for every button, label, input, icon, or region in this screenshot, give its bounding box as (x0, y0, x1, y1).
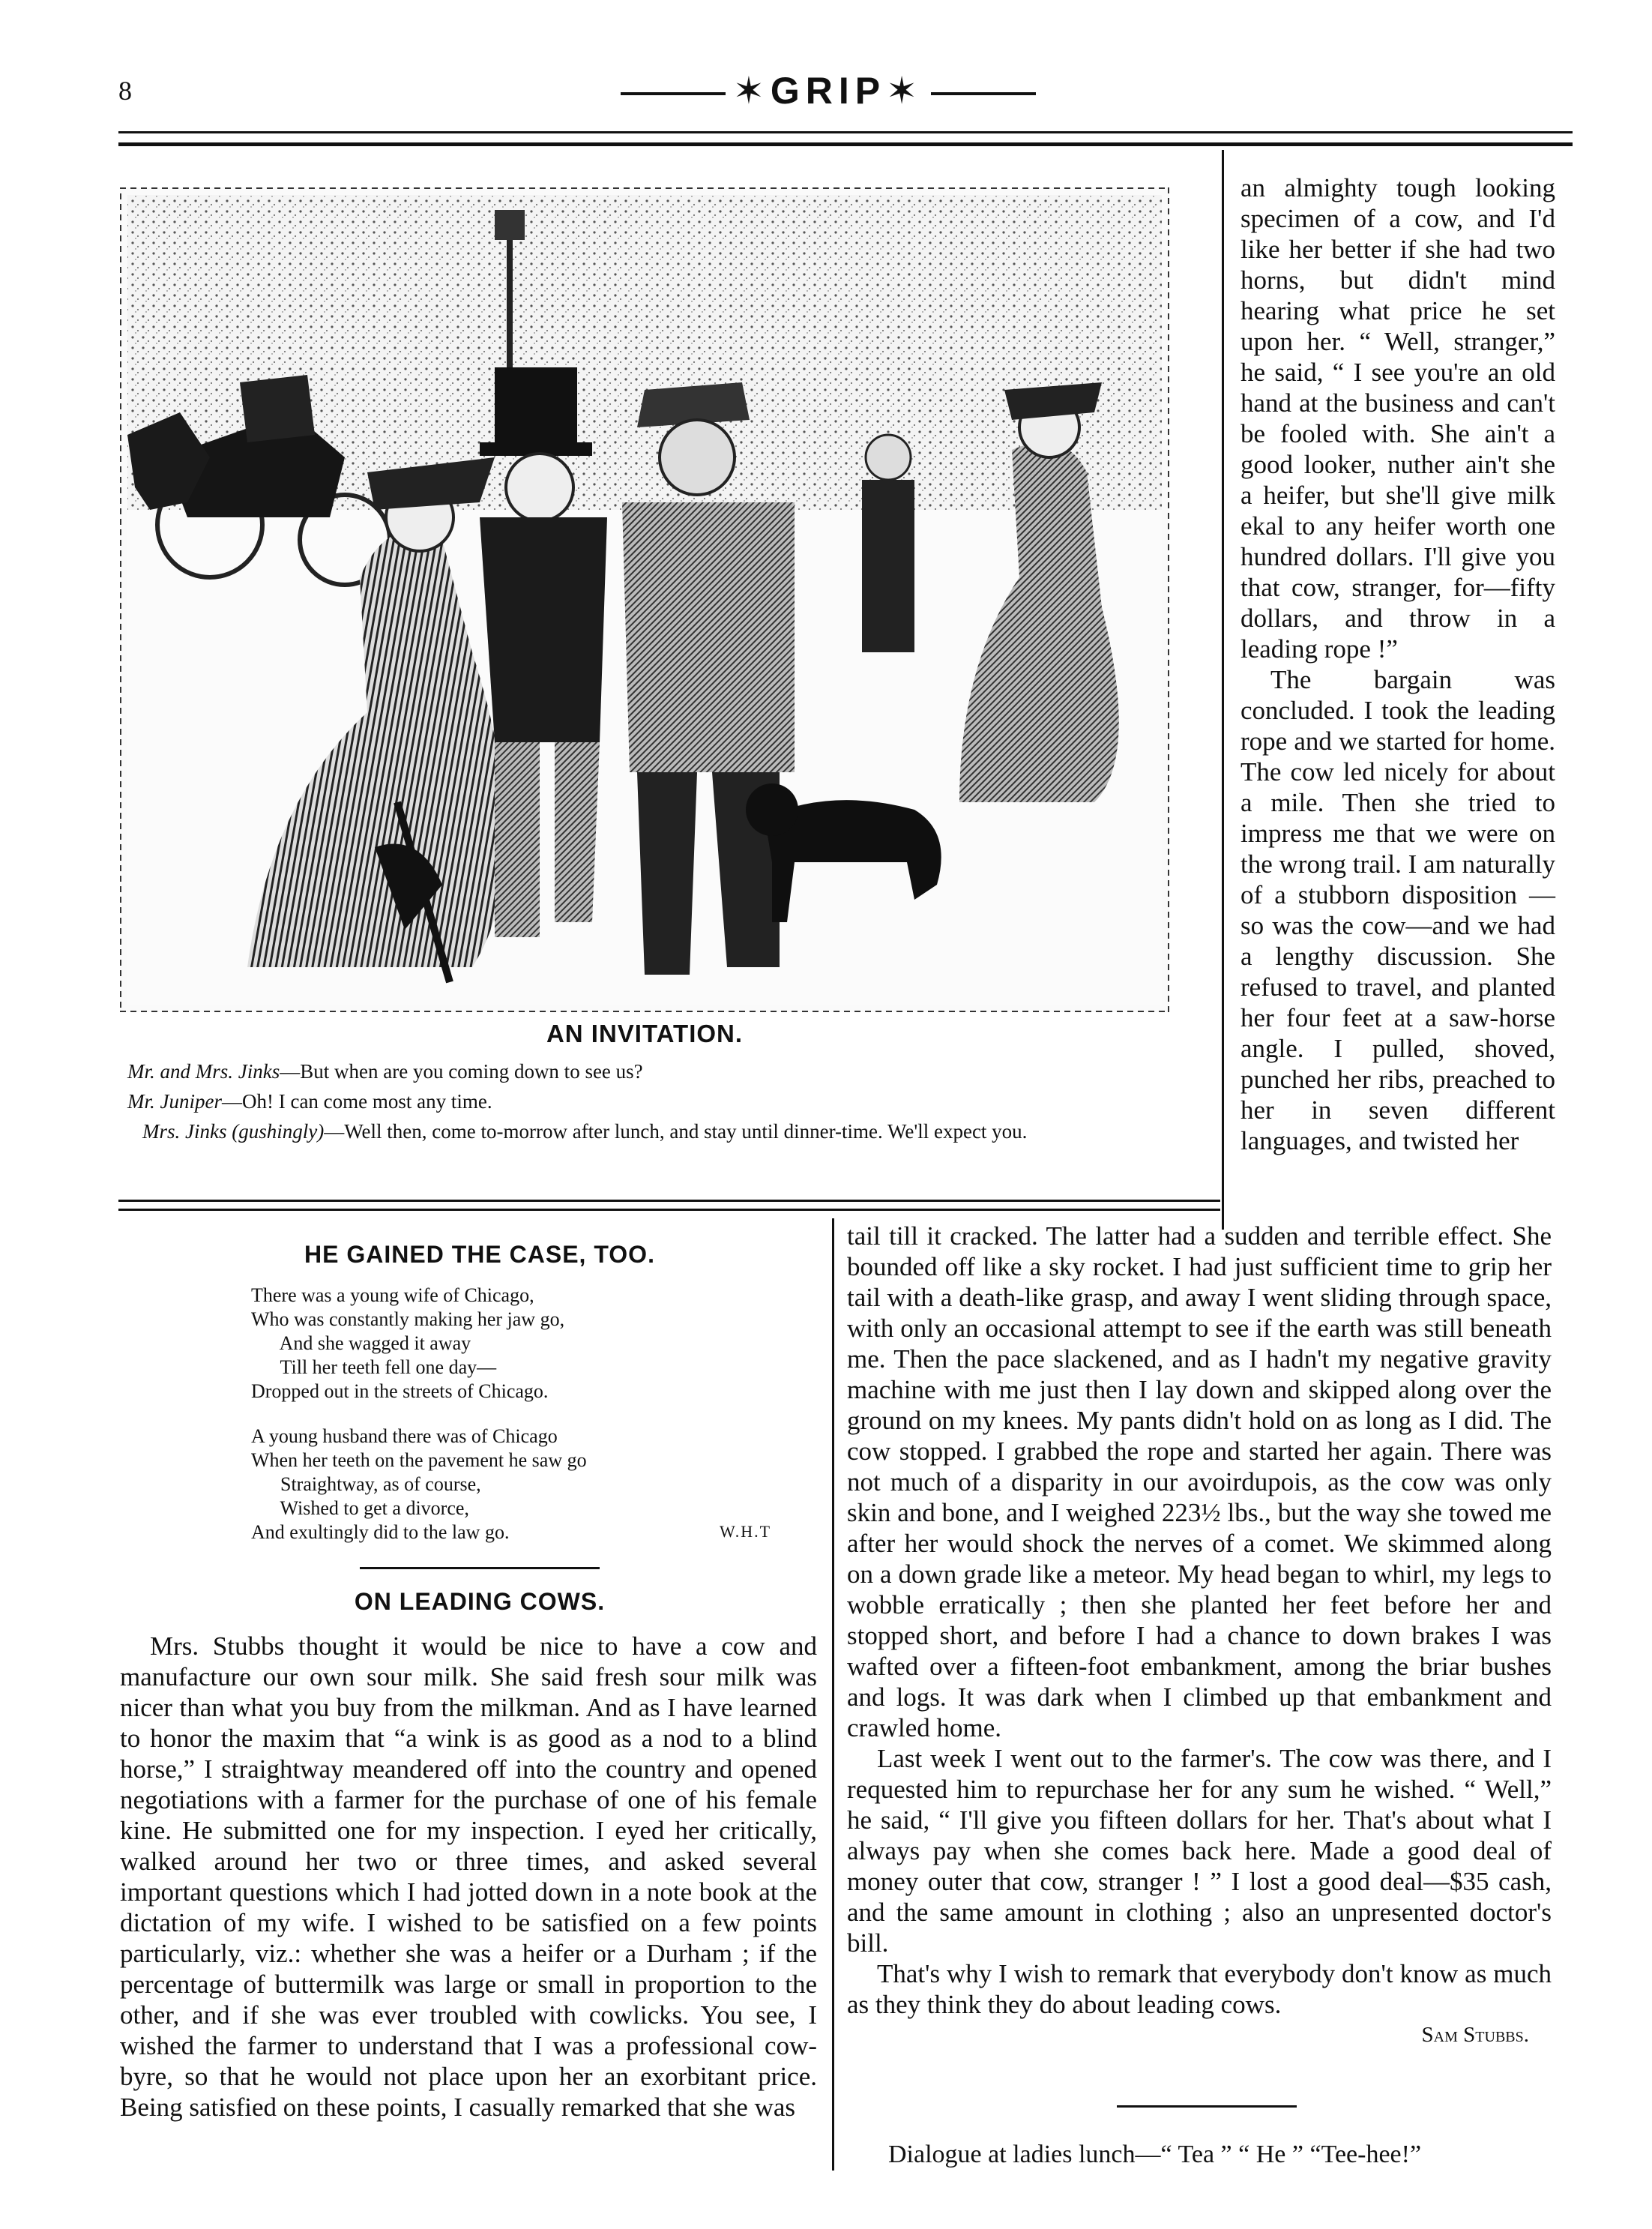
masthead-star-right: ✶ (886, 70, 924, 112)
section-rule (360, 1567, 600, 1569)
header-rule-2 (118, 142, 1573, 146)
masthead (585, 69, 1072, 112)
poem-signature: W.H.T (720, 1522, 772, 1541)
column-divider-lower (832, 1218, 834, 2171)
poem-line: And she wagged it away (251, 1332, 471, 1354)
caption-line-3 (127, 1121, 1207, 1142)
footer-joke: Dialogue at ladies lunch—“ Tea ” “ He ” “Tee-hee!” (888, 2141, 1422, 2168)
poem-line: And exultingly did to the law go. (251, 1521, 510, 1543)
caption-text: —Well then, come to-morrow after lunch, and stay until dinner-time. We'll expect you. (324, 1120, 1028, 1143)
poem-line: Who was constantly making her jaw go, (251, 1308, 565, 1330)
article-title: ON LEADING COWS. (354, 1588, 606, 1615)
poem-line: There was a young wife of Chicago, (251, 1284, 534, 1306)
masthead-star-left: ✶ (732, 70, 771, 112)
right-column-upper (1240, 172, 1555, 1156)
poem-title: HE GAINED THE CASE, TOO. (304, 1241, 655, 1268)
caption-text: —But when are you coming down to see us? (280, 1060, 643, 1083)
engraving-image (120, 187, 1169, 1012)
illustration-title: AN INVITATION. (546, 1020, 744, 1047)
article-opening-paragraph: Mrs. Stubbs thought it would be nice to have a cow and manufacture our own sour milk. She said fresh sour milk was nicer than what you buy from the milkman. And as I have learned to honor the maxim that “a wink is as good as a nod to a blind horse,” I straightway meandered off into the country and opened negotiations with a farmer for the purchase of one of his female kine. He submitted one for my inspection. I eyed her critically, walked around her two or three times, and asked several important questions which I had jotted down in a note book at the dictation of my wife. I wished to be satisfied on a few points particularly, viz.: whether she was a heifer or a Durham ; if the percentage of buttermilk was large or small in proportion to the other, and if she was ever troubled with cowlicks. You see, I wished the farmer to understand that I was a professional cow-byre, so that he would not place upon her an exorbitant price. Being satisfied on these points, I casually remarked that she was (120, 1631, 817, 2122)
masthead-rule-left (621, 92, 726, 95)
article-right-column (847, 1221, 1552, 2051)
illustration-rule-2 (118, 1209, 1220, 1211)
caption-text: —Oh! I can come most any time. (221, 1090, 492, 1113)
article-signature: Sam Stubbs. (1421, 2023, 1529, 2047)
column-divider-upper (1222, 150, 1224, 1230)
caption-speaker: Mrs. Jinks (gushingly) (142, 1120, 325, 1143)
poem-stanza-1 (251, 1284, 821, 1404)
article-paragraph-bargain: The bargain was concluded. I took the leading rope and we started for home. The cow led nicely for about a mile. Then she tried to impress me that we were on the wrong trail. I am naturally of a stubborn disposition —so was the cow—and we had a lengthy discussion. She refused to travel, and planted her four feet at a saw-horse angle. I pulled, shoved, punched her ribs, preached to her in seven different languages, and twisted her (1240, 665, 1555, 1155)
caption-line-2 (127, 1091, 1207, 1112)
illustration-rule-1 (118, 1200, 1220, 1202)
poem-line: Wished to get a divorce, (251, 1497, 469, 1519)
illustration-an-invitation (120, 187, 1169, 1012)
footer-rule (1117, 2105, 1297, 2108)
caption-line-1 (127, 1061, 1207, 1082)
article-paragraph-3: That's why I wish to remark that everybody don't know as much as they think they do about leading cows. (847, 1959, 1552, 2019)
article-paragraph-2: Last week I went out to the farmer's. The cow was there, and I requested him to repurchase her for any sum he wished. “ Well,” he said, “ I'll give you fifteen dollars for her. That's about what I always pay when she comes back here. Made a good deal of money outer that cow, stranger ! ” I lost a good deal—$35 cash, and the same amount in clothing ; also an unpresented doctor's bill. (847, 1744, 1552, 1958)
masthead-rule-right (931, 92, 1036, 95)
poem-line: Till her teeth fell one day— (251, 1356, 497, 1378)
article-left-column (120, 1631, 817, 2123)
page-number: 8 (118, 76, 132, 106)
article-paragraph-1: tail till it cracked. The latter had a sudden and terrible effect. She bounded off like a sky rocket. I had just sufficient time to grip her tail with a death-like grasp, and away I went sliding through space, with only an occasional attempt to see if the earth was still beneath me. Then the pace slackened, and as I hadn't my negative gravity machine with me just then I lay down and skipped along over the ground on my knees. My pants didn't hold on as long as I did. The cow stopped. I grabbed the rope and started her again. There was not much of a disparity in our avoirdupois, as the cow was only skin and bone, and I weighed 223½ lbs., but the way she towed me after her would shock the nerves of a comet. We skimmed along on a down grade like a meteor. My head began to whirl, my legs to wobble erratically ; then she planted her feet before her and stopped short, and before I had a chance to down brakes I was wafted over a fifteen-foot embankment, among the briar bushes and logs. It was dark when I climbed up that embankment and crawled home. (847, 1221, 1552, 1742)
caption-speaker: Mr. and Mrs. Jinks (127, 1060, 280, 1083)
article-continued-paragraph: an almighty tough looking specimen of a cow, and I'd like her better if she had two horns, but didn't mind hearing what price he set upon her. “ Well, stranger,” he said, “ I see you're an old hand at the business and can't be fooled with. She ain't a good looker, nuther ain't she a heifer, but she'll give milk ekal to any heifer worth one hundred dollars. I'll give you that cow, stranger, for—fifty dollars, and throw in a leading rope !” (1240, 173, 1555, 664)
poem-line: Straightway, as of course, (251, 1473, 481, 1495)
poem-line: When her teeth on the pavement he saw go (251, 1449, 587, 1471)
masthead-title: GRIP (770, 70, 887, 112)
caption-speaker: Mr. Juniper (127, 1090, 222, 1113)
poem-line: Dropped out in the streets of Chicago. (251, 1380, 549, 1402)
header-rule-1 (118, 131, 1573, 133)
poem-line: A young husband there was of Chicago (251, 1425, 558, 1447)
